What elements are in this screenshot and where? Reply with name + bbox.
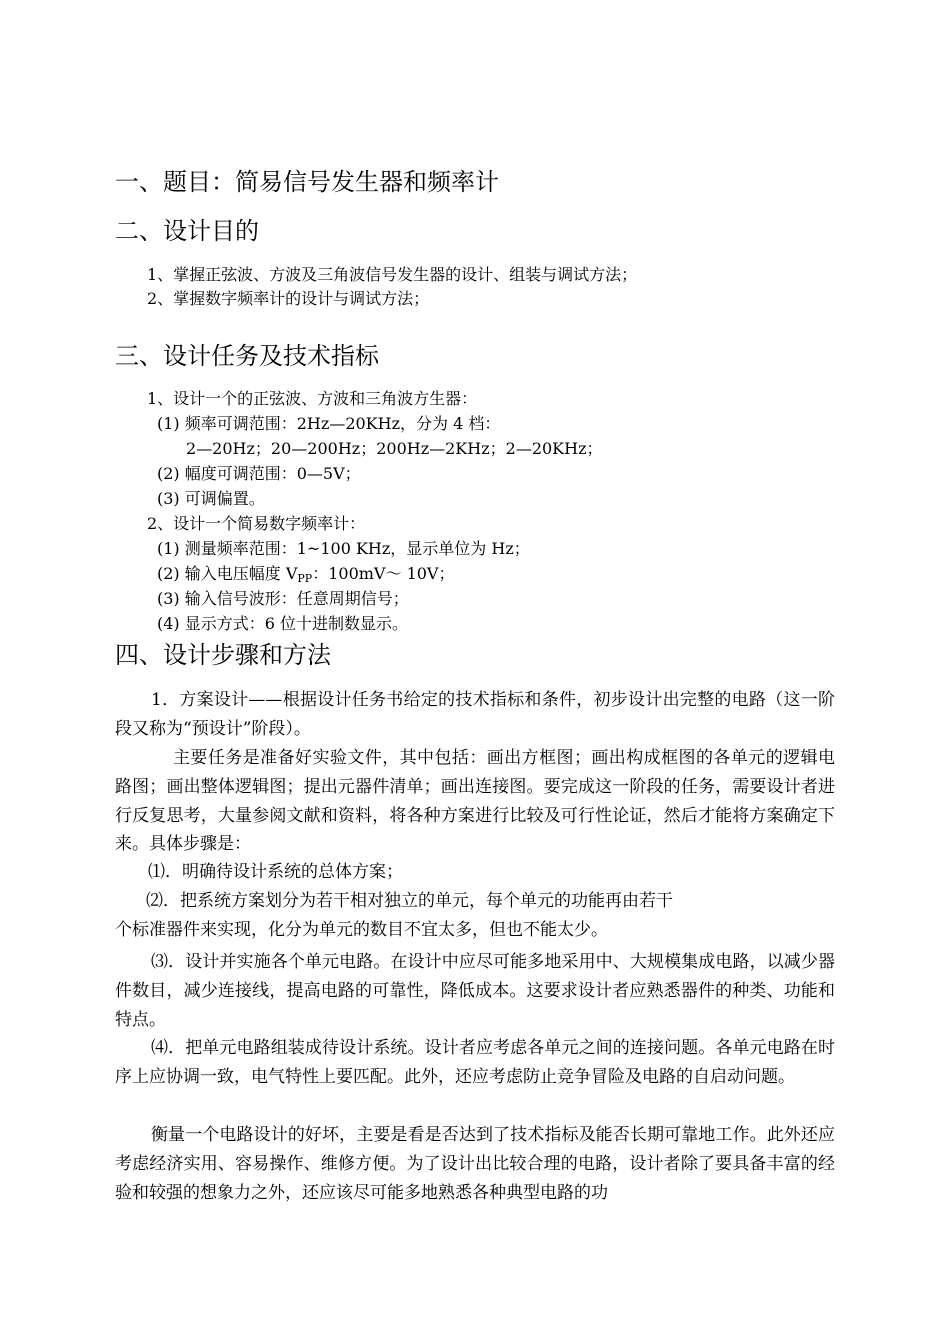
task-1-item-1-ranges: 2—20Hz；20—200Hz；200Hz—2KHz；2—20KHz；	[186, 439, 603, 458]
purpose-item-1: 1、掌握正弦波、方波及三角波信号发生器的设计、组装与调试方法；	[147, 265, 638, 284]
task-1-item-3: (3) 可调偏置。	[157, 489, 265, 508]
step-1: ⑴．明确待设计系统的总体方案；	[148, 862, 403, 882]
paragraph-main-tasks: 主要任务是准备好实验文件，其中包括：画出方框图；画出构成框图的各单元的逻辑电路图；画出整体逻辑图；提出元器件清单；画出连接图。要完成这一阶段的任务，需要设计者进行反复思考，大量参阅文献和资料，将各种方案进行比较及可行性论证，然后才能将方案确定下来。具体步骤是：	[115, 748, 835, 855]
task-1-item-2: (2) 幅度可调范围：0—5V；	[157, 464, 361, 483]
task-2-item-2-text: (2) 输入电压幅度 V	[157, 564, 298, 583]
step-2-line-1: ⑵．把系统方案划分为若干相对独立的单元，每个单元的功能再由若干	[146, 891, 673, 911]
step-4: ⑷．把单元电路组装成待设计系统。设计者应考虑各单元之间的连接问题。各单元电路在时序上应协调一致，电气特性上要匹配。此外，还应考虑防止竞争冒险及电路的自启动问题。	[115, 1038, 835, 1087]
step-3: ⑶．设计并实施各个单元电路。在设计中应尽可能多地采用中、大规模集成电路，以减少器件数目，减少连接线，提高电路的可靠性，降低成本。这要求设计者应熟悉器件的种类、功能和特点。	[115, 952, 835, 1030]
task-2-item-1: (1) 测量频率范围：1~100 KHz，显示单位为 Hz；	[157, 539, 530, 558]
heading-tasks: 三、设计任务及技术指标	[115, 342, 379, 370]
paragraph-scheme-design: 1．方案设计——根据设计任务书给定的技术指标和条件，初步设计出完整的电路（这一阶段又称为“预设计”阶段）。	[115, 690, 835, 739]
task-2-item-2-range: ：100mV～ 10V；	[312, 564, 455, 583]
task-2: 2、设计一个简易数字频率计：	[147, 514, 366, 533]
heading-steps: 四、设计步骤和方法	[115, 641, 331, 669]
step-2-line-2: 个标准器件来实现，化分为单元的数目不宜太多，但也不能太少。	[115, 920, 608, 940]
heading-title: 一、题目：简易信号发生器和频率计	[115, 168, 499, 196]
purpose-item-2: 2、掌握数字频率计的设计与调试方法；	[147, 289, 430, 308]
vpp-subscript: PP	[297, 572, 313, 585]
task-2-item-2	[157, 563, 455, 585]
task-1-item-1: (1) 频率可调范围：2Hz—20KHz，分为 4 档：	[157, 414, 501, 433]
task-2-item-3: (3) 输入信号波形：任意周期信号；	[157, 589, 409, 608]
paragraph-evaluation: 衡量一个电路设计的好坏，主要是看是否达到了技术指标及能否长期可靠地工作。此外还应考虑经济实用、容易操作、维修方便。为了设计出比较合理的电路，设计者除了要具备丰富的经验和较强的想象力之外，还应该尽可能多地熟悉各种典型电路的功	[115, 1125, 835, 1203]
task-1: 1、设计一个的正弦波、方波和三角波方生器：	[147, 389, 478, 408]
task-2-item-4: (4) 显示方式：6 位十进制数显示。	[157, 614, 409, 633]
heading-purpose: 二、设计目的	[115, 217, 259, 245]
